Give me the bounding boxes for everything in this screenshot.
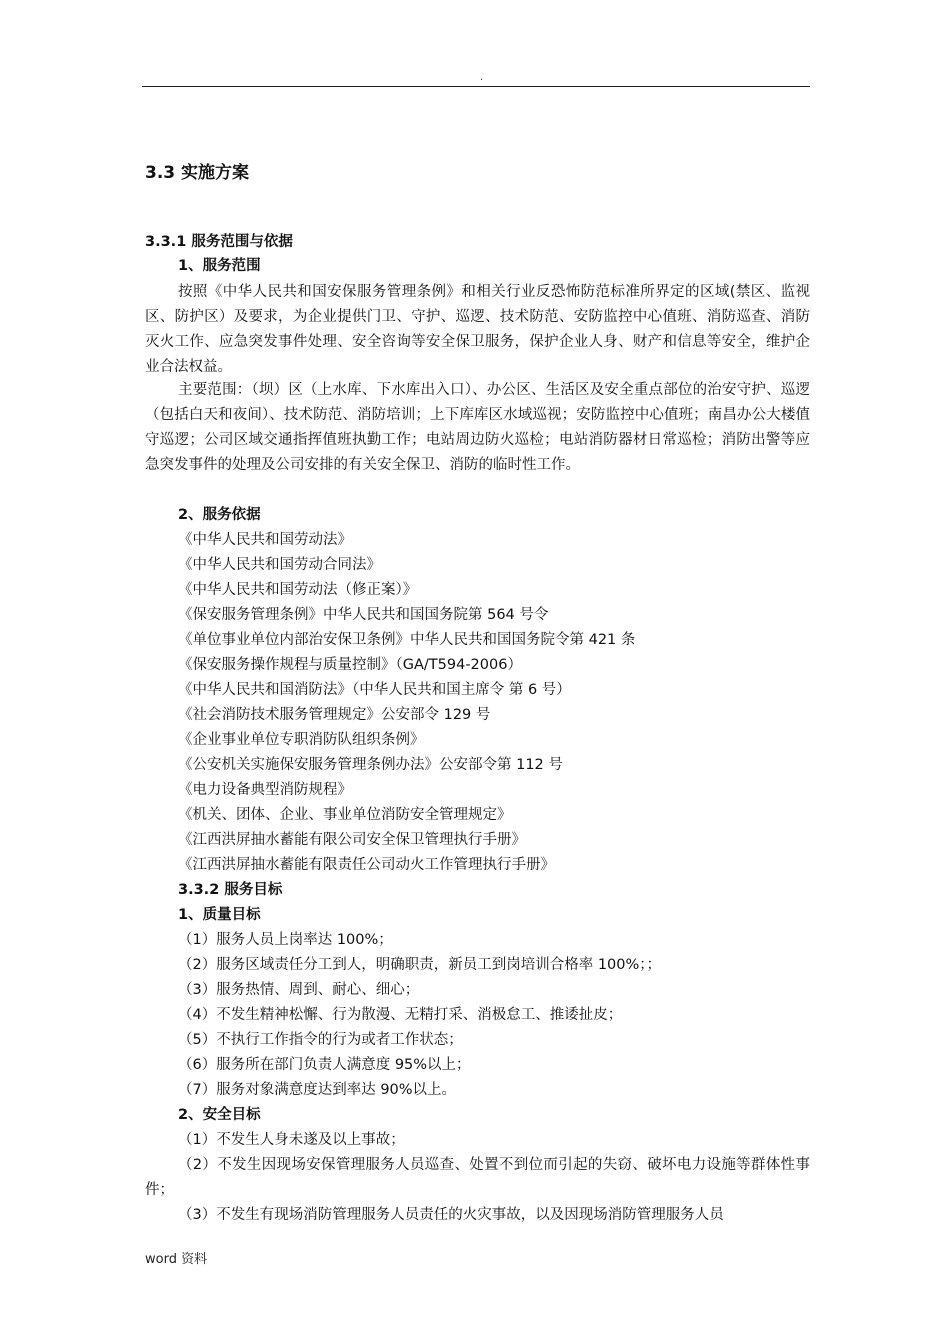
quality-item: （6）服务所在部门负责人满意度 95%以上； <box>178 1057 471 1073</box>
safety-item: （2）不发生因现场安保管理服务人员巡查、处置不到位而引起的失窃、破坏电力设施等群体性事件； <box>145 1157 810 1198</box>
header-rule <box>142 86 810 87</box>
safety-item: （3）不发生有现场消防管理服务人员责任的火灾事故，以及因现场消防管理服务人员 <box>178 1207 724 1223</box>
basis-item: 《电力设备典型消防规程》 <box>178 782 352 798</box>
basis-item: 《中华人民共和国劳动法（修正案）》 <box>178 582 418 598</box>
basis-item: 《单位事业单位内部治安保卫条例》中华人民共和国国务院令第 421 条 <box>178 632 636 648</box>
basis-item: 《中华人民共和国劳动法》 <box>178 532 352 548</box>
quality-item: （5）不执行工作指令的行为或者工作状态； <box>178 1032 463 1048</box>
quality-item: （2）服务区域责任分工到人，明确职责，新员工到岗培训合格率 100%；； <box>178 957 662 973</box>
basis-item: 《公安机关实施保安服务管理条例办法》公安部令第 112 号 <box>178 757 563 773</box>
basis-item: 《企业事业单位专职消防队组织条例》 <box>178 732 425 748</box>
safety-heading: 2、安全目标 <box>178 1107 261 1123</box>
basis-item: 《江西洪屏抽水蓄能有限公司安全保卫管理执行手册》 <box>178 832 526 848</box>
basis-item: 《江西洪屏抽水蓄能有限责任公司动火工作管理执行手册》 <box>178 857 555 873</box>
scope-paragraph-2: 主要范围：（坝）区（上水库、下水库出入口）、办公区、生活区及安全重点部位的治安守护、巡逻（包括白天和夜间）、技术防范、消防培训；上下库库区水域巡视；安防监控中心值班；南昌办公大楼值守巡逻；公司区域交通指挥值班执勤工作；电站周边防火巡检；电站消防器材日常巡检；消防出警等应急突发事件的处理及公司安排的有关安全保卫、消防的临时性工作。 <box>145 382 810 473</box>
basis-item: 《保安服务操作规程与质量控制》（GA/T594-2006） <box>178 657 522 673</box>
subsection-title-scope-basis: 3.3.1 服务范围与依据 <box>145 234 293 250</box>
basis-item: 《保安服务管理条例》中华人民共和国国务院第 564 号令 <box>178 607 549 623</box>
subsection-title-goals: 3.3.2 服务目标 <box>178 882 283 898</box>
quality-heading: 1、质量目标 <box>178 907 261 923</box>
scope-paragraph-1: 按照《中华人民共和国安保服务管理条例》和相关行业反恐怖防范标准所界定的区域(禁区、监视区、防护区）及要求，为企业提供门卫、守护、巡逻、技术防范、安防监控中心值班、消防巡查、消防灭火工作、应急突发事件处理、安全咨询等安全保卫服务，保护企业人身、财产和信息等安全，维护企业合法权益。 <box>145 284 810 375</box>
basis-item: 《中华人民共和国消防法》（中华人民共和国主席令 第 6 号） <box>178 682 571 698</box>
header-mark: . <box>480 72 484 83</box>
quality-item: （4）不发生精神松懈、行为散漫、无精打采、消极怠工、推诿扯皮； <box>178 1007 623 1023</box>
footer-text: word 资料 <box>145 1252 208 1267</box>
basis-heading: 2、服务依据 <box>178 507 261 523</box>
basis-item: 《中华人民共和国劳动合同法》 <box>178 557 381 573</box>
quality-item: （7）服务对象满意度达到率达 90%以上。 <box>178 1082 457 1098</box>
quality-item: （3）服务热情、周到、耐心、细心； <box>178 982 420 998</box>
basis-item: 《社会消防技术服务管理规定》公安部令 129 号 <box>178 707 491 723</box>
section-title: 3.3 实施方案 <box>145 163 250 183</box>
basis-item: 《机关、团体、企业、事业单位消防安全管理规定》 <box>178 807 512 823</box>
scope-heading: 1、服务范围 <box>178 258 261 274</box>
safety-item: （1）不发生人身未遂及以上事故； <box>178 1132 405 1148</box>
quality-item: （1）服务人员上岗率达 100%； <box>178 932 393 948</box>
